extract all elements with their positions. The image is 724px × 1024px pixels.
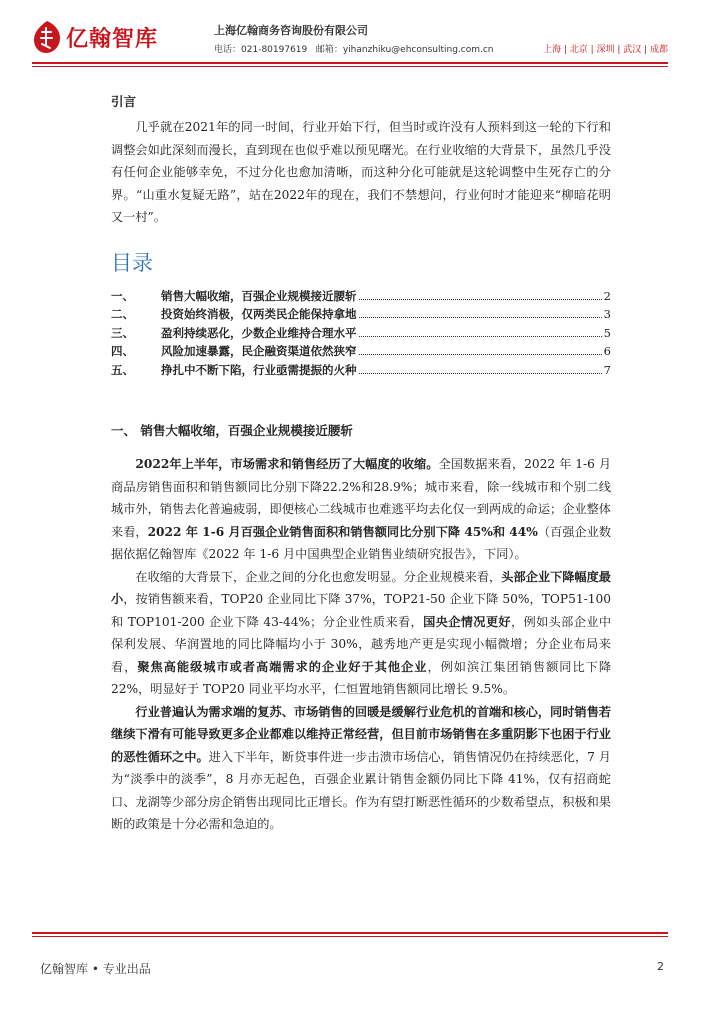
body-text: ，按销售额来看，TOP20 企业同比下降 37%，TOP21-50 企业下降 50%，TOP51-100 和 TOP101-200 企业下降 43-44%；分企业性质来看， xyxy=(111,592,612,629)
office-cities: 上海 | 北京 | 深圳 | 武汉 | 成都 xyxy=(542,45,668,55)
phone-number: 021-80197619 xyxy=(241,45,308,55)
toc-item[interactable] xyxy=(111,324,611,343)
body-text: 全国数据来看，2022 年 1-6 月商品房销售面积和销售额同比分别下降22.2%和28.9%；城市来看，除一线城市和个别二线城市外，销售去化普遍疲弱，即便核心二线城市也难逃平均去化仅一到两成的命运；企业整体来看， xyxy=(111,457,612,539)
section-heading: 一、 销售大幅收缩，百强企业规模接近腰斩 xyxy=(111,423,353,439)
document-body xyxy=(111,92,611,836)
bold-text: 头部企业下降幅度最小 xyxy=(111,569,611,607)
toc-item-title: 投资始终消极，仅两类民企能保持拿地 xyxy=(161,307,357,322)
intro-paragraph: 几乎就在2021年的同一时间，行业开始下行，但当时或许没有人预料到这一轮的下行和调整会如此深刻而漫长，直到现在也似乎难以预见曙光。在行业收缩的大背景下，虽然几乎没有任何企业能够幸免，不过分化也愈加清晰，而这种分化可能就是这轮调整中生死存亡的分界。“山重水复疑无路”，站在2022年的现在，我们不禁想问，行业何时才能迎来“柳暗花明又一村”。 xyxy=(111,120,611,224)
toc-item[interactable] xyxy=(111,342,611,361)
toc-item-page: 5 xyxy=(603,325,611,340)
intro-title: 引言 xyxy=(111,94,137,109)
section-paragraph-2 xyxy=(111,566,611,701)
contact-info xyxy=(214,42,494,55)
company-logo xyxy=(32,20,158,54)
company-name: 上海亿翰商务咨询股份有限公司 xyxy=(214,24,368,37)
page-header xyxy=(0,0,724,72)
body-text: ，例如头部企业中保利发展、华润置地的同比降幅均小于 30%，越秀地产更是实现小幅微增；分企业布局来看， xyxy=(111,614,612,674)
toc-item-number: 四、 xyxy=(111,344,134,359)
table-of-contents xyxy=(111,287,611,380)
toc-item-number: 五、 xyxy=(111,362,134,377)
bold-text: 行业普遍认为需求端的复苏、市场销售的回暖是缓解行业危机的首端和核心，同时销售若继续下滑有可能导致更多企业都难以维持正常经营，但目前市场销售在多重阴影下也困于行业的恶性循环之中。 xyxy=(111,704,611,764)
toc-item-number: 三、 xyxy=(111,325,134,340)
toc-item-number: 二、 xyxy=(111,307,134,322)
toc-item[interactable] xyxy=(111,361,611,380)
toc-item-page: 2 xyxy=(603,288,611,303)
bold-text: 国央企情况更好 xyxy=(423,614,511,629)
toc-item[interactable] xyxy=(111,305,611,324)
footer-divider xyxy=(32,932,668,934)
toc-item-page: 7 xyxy=(603,362,611,377)
bold-text: 2022年上半年，市场需求和销售经历了大幅度的收缩。 xyxy=(135,457,439,472)
toc-item-page: 3 xyxy=(603,307,611,322)
bold-text: 聚焦高能级城市或者高端需求的企业好于其他企业 xyxy=(137,659,428,674)
logo-mark-icon xyxy=(32,20,62,54)
toc-item-title: 销售大幅收缩，百强企业规模接近腰斩 xyxy=(161,288,357,303)
toc-leader-dots xyxy=(359,317,602,318)
footer-divider-thin xyxy=(32,936,668,937)
email-address: yihanzhiku@ehconsulting.com.cn xyxy=(342,45,494,55)
toc-item-number: 一、 xyxy=(111,288,134,303)
header-divider-thin xyxy=(32,66,668,67)
phone-label: 电话： xyxy=(214,45,242,55)
logo-text: 亿翰智库 xyxy=(66,26,159,52)
toc-leader-dots xyxy=(359,373,602,374)
section-paragraph-1 xyxy=(111,453,611,566)
toc-item-title: 挣扎中不断下陷，行业亟需提振的火种 xyxy=(161,362,357,377)
toc-item-title: 风险加速暴露，民企融资渠道依然狭窄 xyxy=(161,344,357,359)
toc-item-title: 盈利持续恶化，少数企业维持合理水平 xyxy=(161,325,357,340)
email-label: 邮箱： xyxy=(315,45,343,55)
bold-text: 2022 年 1-6 月百强企业销售面积和销售额同比分别下降 45%和 44% xyxy=(147,524,538,539)
toc-item[interactable] xyxy=(111,287,611,306)
page-number: 2 xyxy=(657,960,664,973)
toc-leader-dots xyxy=(359,336,602,337)
body-text: 进入下半年，断贷事件进一步击溃市场信心，销售情况仍在持续恶化，7 月为“淡季中的淡季”，8 月亦无起色，百强企业累计销售金额仍同比下降 41%，仅有招商蛇口、龙湖等少部分房企销售出现同比正增长。作为有望打断恶性循环的少数希望点，积极和果断的政策是十分必需和急迫的。 xyxy=(111,749,611,832)
body-text: （百强企业数据依据亿翰智库《2022 年 1-6 月中国典型企业销售业绩研究报告》，下同）。 xyxy=(111,524,612,562)
footer-brand: 亿翰智库 • 专业出品 xyxy=(40,962,151,976)
header-divider xyxy=(32,62,668,64)
toc-item-page: 6 xyxy=(603,344,611,359)
body-text: 在收缩的大背景下，企业之间的分化也愈发明显。分企业规模来看， xyxy=(135,569,502,584)
section-paragraph-3 xyxy=(111,701,611,836)
toc-leader-dots xyxy=(359,299,602,300)
body-text: ，例如滨江集团销售额同比下降 22%，明显好于 TOP20 同业平均水平，仁恒置地销售额同比增长 9.5%。 xyxy=(111,659,612,697)
toc-title: 目录 xyxy=(111,250,153,275)
toc-leader-dots xyxy=(359,354,602,355)
